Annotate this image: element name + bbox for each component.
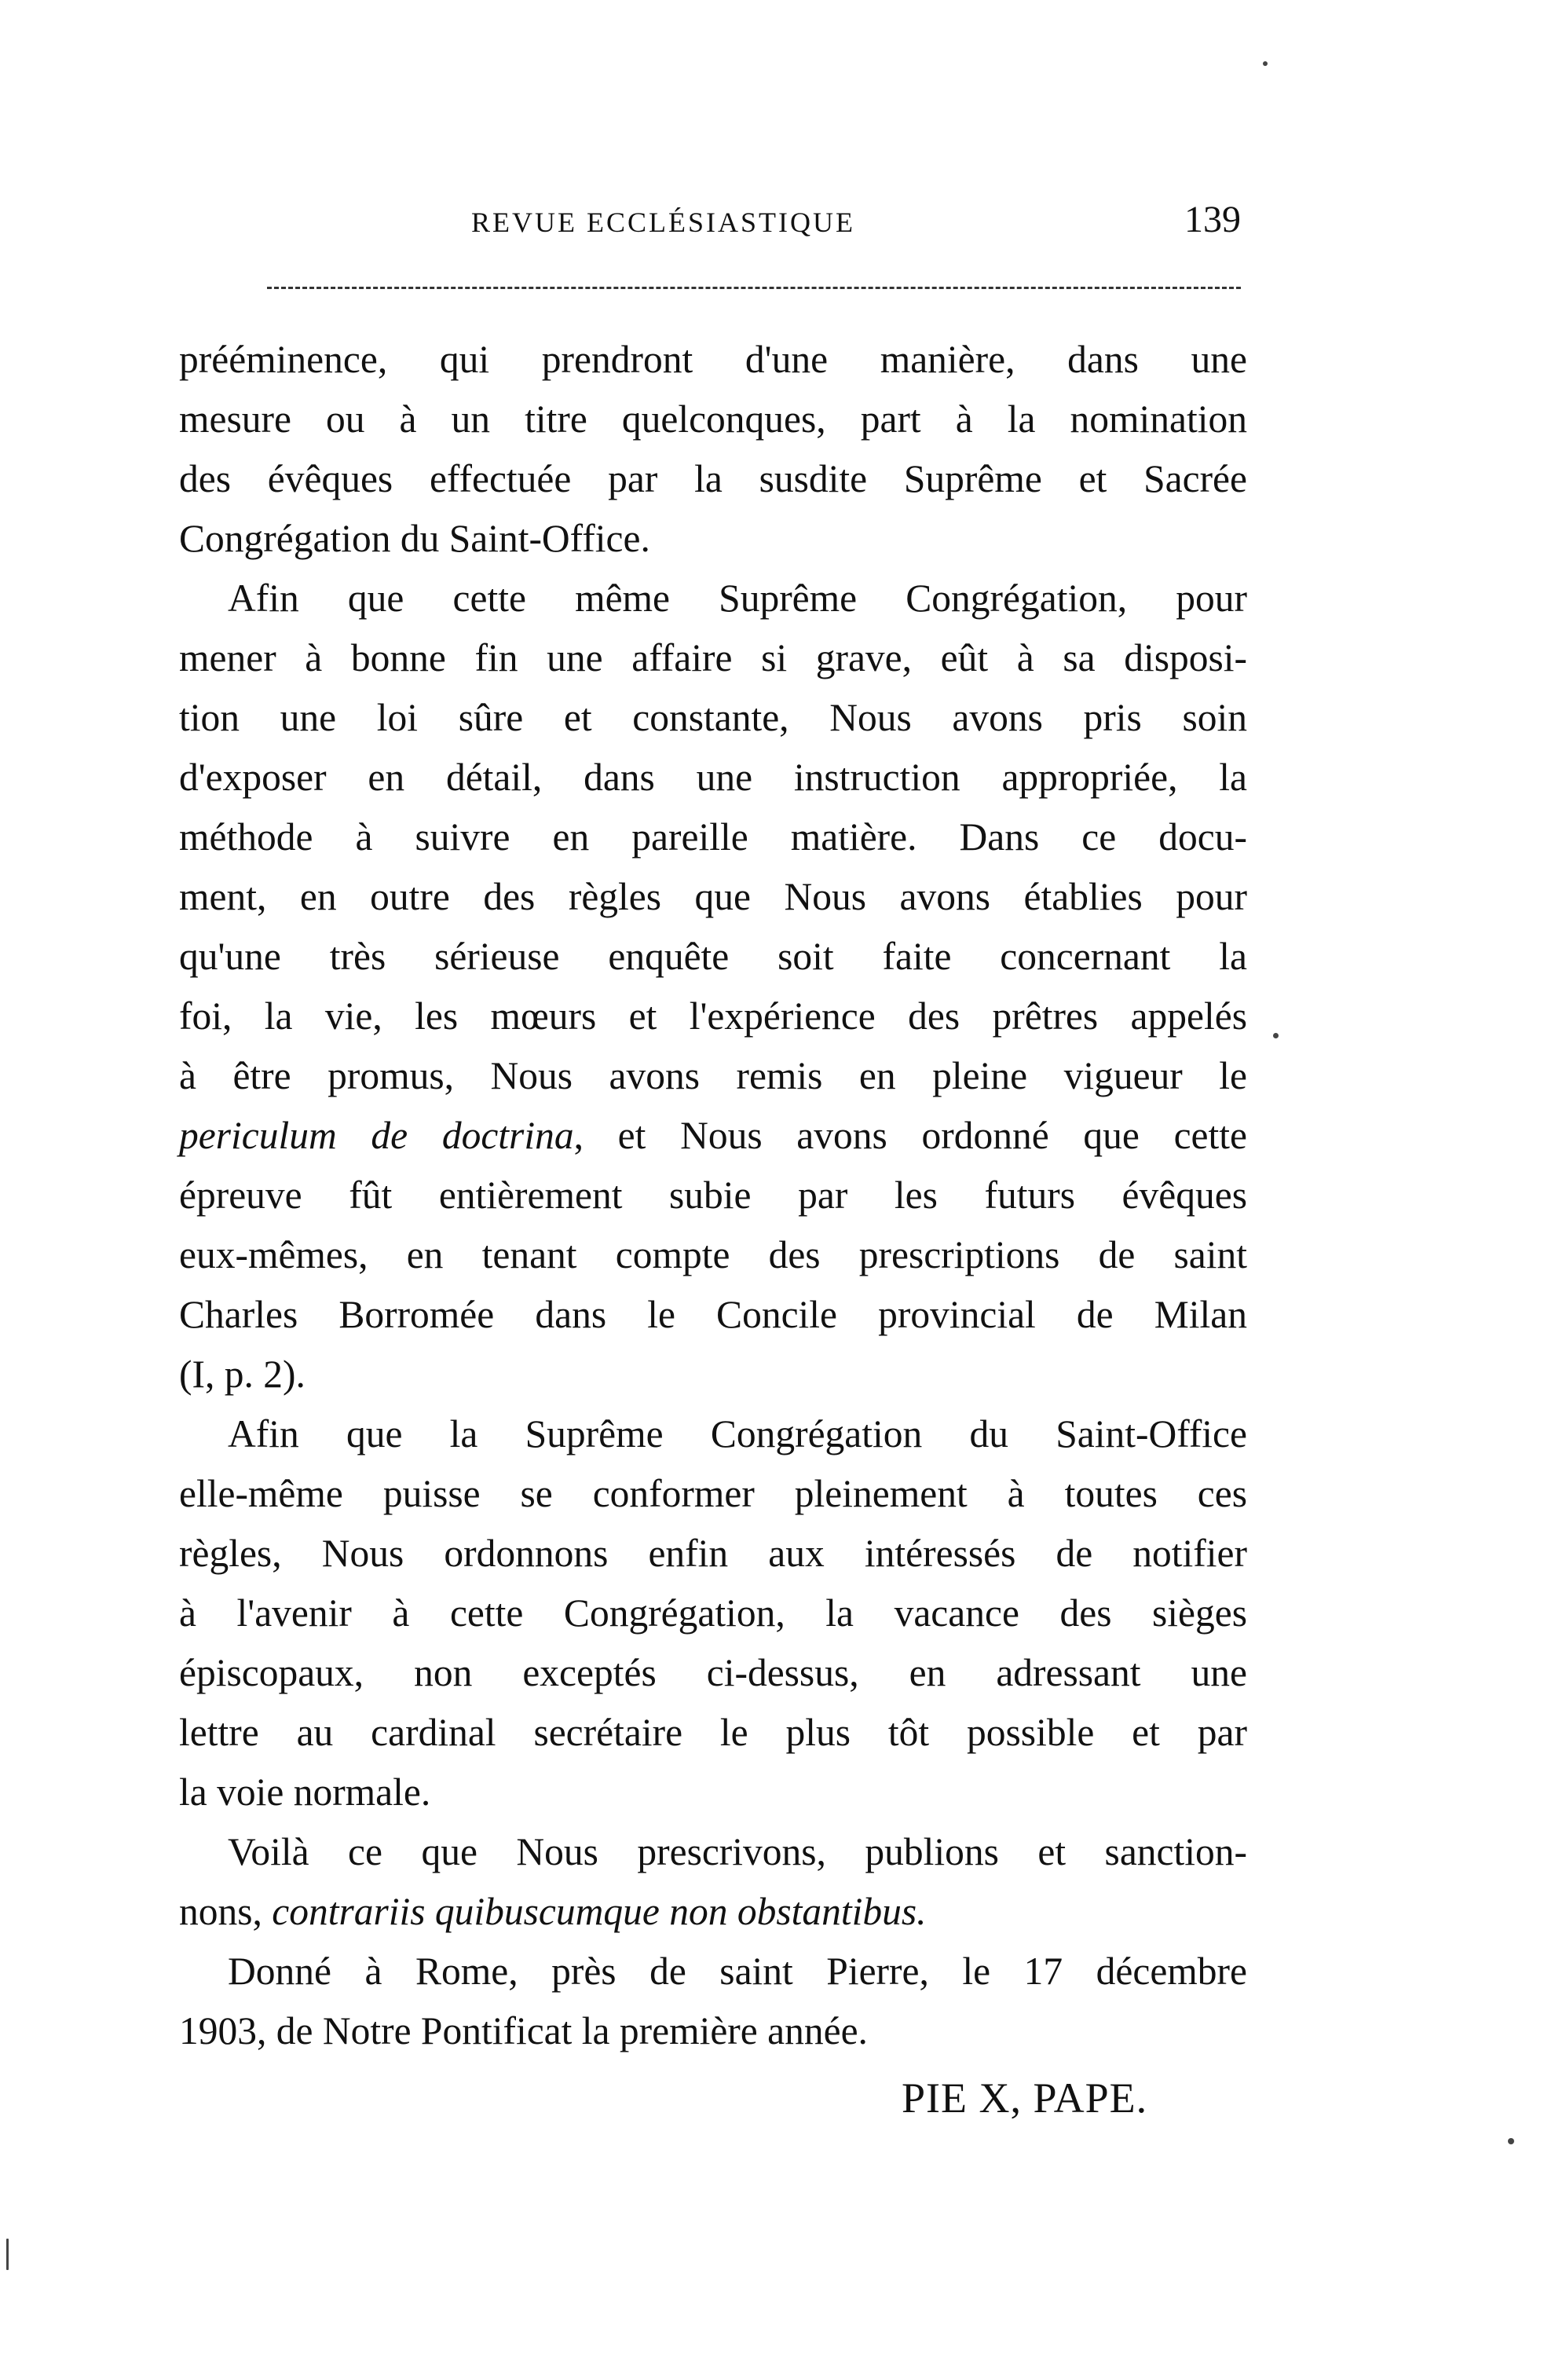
text-line: épiscopaux, non exceptés ci-dessus, en adressant une xyxy=(179,1651,1247,1694)
text-line: ment, en outre des règles que Nous avons établies pour xyxy=(179,875,1247,918)
text-line: qu'une très sérieuse enquête soit faite concernant la xyxy=(179,935,1247,978)
text-line: prééminence, qui prendront d'une manière, dans une xyxy=(179,338,1247,381)
italic-phrase: contrariis quibuscumque non obstantibus. xyxy=(272,1890,927,1933)
header-rule xyxy=(267,287,1241,289)
text-line: Afin que la Suprême Congrégation du Saint-Office xyxy=(228,1412,1247,1455)
text-line: (I, p. 2). xyxy=(179,1353,306,1396)
text-line-with-italic xyxy=(179,1106,1247,1166)
scan-speck xyxy=(1273,1033,1279,1038)
running-head-title: REVUE ECCLÉSIASTIQUE xyxy=(471,207,855,238)
text-line: la voie normale. xyxy=(179,1770,431,1814)
text-line: des évêques effectuée par la susdite Suprême et Sacrée xyxy=(179,457,1247,500)
text-line: méthode à suivre en pareille matière. Dans ce docu- xyxy=(179,815,1247,859)
line-start: nons, xyxy=(179,1890,273,1933)
text-line: Donné à Rome, près de saint Pierre, le 17 décembre xyxy=(228,1950,1247,1993)
text-line: d'exposer en détail, dans une instruction appropriée, la xyxy=(179,756,1247,799)
scan-speck xyxy=(6,2239,9,2270)
text-line-with-italic xyxy=(179,1882,1247,1942)
text-line: Afin que cette même Suprême Congrégation, pour xyxy=(228,577,1247,620)
text-line: tion une loi sûre et constante, Nous avons pris soin xyxy=(179,696,1247,739)
text-line: mesure ou à un titre quelconques, part à la nomination xyxy=(179,397,1247,441)
scan-speck xyxy=(1263,61,1268,66)
text-line: foi, la vie, les mœurs et l'expérience des prêtres appelés xyxy=(179,994,1247,1038)
signature: PIE X, PAPE. xyxy=(902,2074,1148,2122)
body-text xyxy=(179,330,1247,2061)
text-line: Congrégation du Saint-Office. xyxy=(179,517,650,560)
text-line: à être promus, Nous avons remis en pleine vigueur le xyxy=(179,1054,1247,1097)
italic-phrase: periculum de doctrina xyxy=(179,1114,574,1157)
text-line: Voilà ce que Nous prescrivons, publions et sanction- xyxy=(228,1830,1247,1873)
text-line: eux-mêmes, en tenant compte des prescriptions de saint xyxy=(179,1233,1247,1276)
scan-speck xyxy=(1508,2138,1514,2144)
text-line: mener à bonne fin une affaire si grave, eût à sa disposi- xyxy=(179,636,1247,679)
text-line: lettre au cardinal secrétaire le plus tôt possible et par xyxy=(179,1711,1247,1754)
text-line: règles, Nous ordonnons enfin aux intéressés de notifier xyxy=(179,1532,1247,1575)
page-number: 139 xyxy=(1184,199,1241,240)
text-line: à l'avenir à cette Congrégation, la vacance des sièges xyxy=(179,1591,1247,1635)
text-line: 1903, de Notre Pontificat la première année. xyxy=(179,2009,868,2052)
text-line: elle-même puisse se conformer pleinement à toutes ces xyxy=(179,1472,1247,1515)
text-line: Charles Borromée dans le Concile provincial de Milan xyxy=(179,1293,1247,1336)
text-line: épreuve fût entièrement subie par les futurs évêques xyxy=(179,1174,1247,1217)
line-remainder: , et Nous avons ordonné que cette xyxy=(573,1114,1247,1157)
